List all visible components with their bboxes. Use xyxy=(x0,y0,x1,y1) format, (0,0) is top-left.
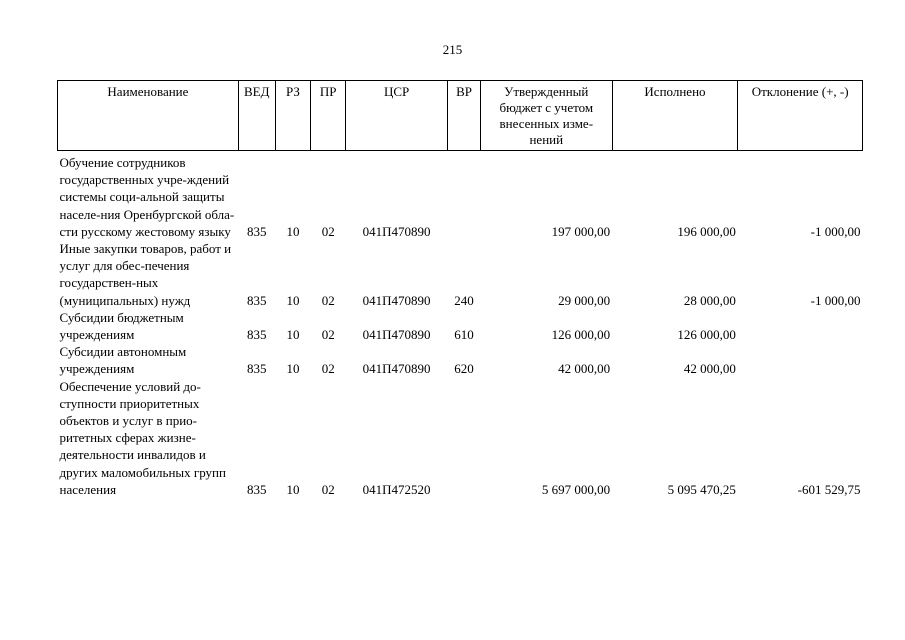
header-ved: ВЕД xyxy=(238,81,275,151)
row-deviation xyxy=(738,343,863,377)
header-name: Наименование xyxy=(58,81,239,151)
row-pr: 02 xyxy=(321,223,335,239)
row-rz: 10 xyxy=(286,292,300,308)
row-name: Иные закупки товаров, работ и услуг для обес-печения государствен-ных (муниципальных) нужд xyxy=(59,241,232,308)
row-pr: 02 xyxy=(321,481,335,497)
header-csr: ЦСР xyxy=(346,81,448,151)
row-vr: 240 xyxy=(454,292,474,308)
row-csr: 041П470890 xyxy=(362,292,431,308)
table-row xyxy=(58,240,863,309)
row-rz: 10 xyxy=(286,223,300,239)
row-vr xyxy=(448,378,481,498)
row-deviation: -1 000,00 xyxy=(810,292,861,308)
row-ved: 835 xyxy=(246,361,267,377)
row-ved: 835 xyxy=(246,223,267,239)
row-vr xyxy=(448,151,481,241)
row-executed: 196 000,00 xyxy=(677,223,736,239)
row-pr: 02 xyxy=(321,292,335,308)
row-ved: 835 xyxy=(246,481,267,497)
page-number: 215 xyxy=(442,42,463,57)
table-row xyxy=(58,151,863,241)
row-ved: 835 xyxy=(246,327,267,343)
row-approved: 42 000,00 xyxy=(558,361,611,377)
table-row xyxy=(58,343,863,377)
row-name: Обучение сотрудников государственных учре-ждений системы соци-альной защиты населе-ния Оренбургской обла-сти русскому жестовому языку xyxy=(59,155,235,239)
header-approved: Утвержденный бюджет с учетом внесенных изме-нений xyxy=(480,81,612,151)
row-rz: 10 xyxy=(286,361,300,377)
row-pr: 02 xyxy=(321,361,335,377)
table-header-row xyxy=(58,81,863,151)
row-ved: 835 xyxy=(246,292,267,308)
row-executed: 42 000,00 xyxy=(683,361,736,377)
table-row xyxy=(58,378,863,498)
row-rz: 10 xyxy=(286,481,300,497)
row-executed: 5 095 470,25 xyxy=(667,481,736,497)
row-executed: 126 000,00 xyxy=(677,327,736,343)
row-vr: 610 xyxy=(454,327,474,343)
row-name: Субсидии автономным учреждениям xyxy=(59,344,187,377)
row-pr: 02 xyxy=(321,327,335,343)
budget-execution-table xyxy=(57,80,863,498)
row-deviation: -601 529,75 xyxy=(797,481,861,497)
header-rz: РЗ xyxy=(275,81,311,151)
header-deviation: Отклонение (+, -) xyxy=(738,81,863,151)
row-rz: 10 xyxy=(286,327,300,343)
row-csr: 041П470890 xyxy=(362,223,431,239)
header-vr: ВР xyxy=(448,81,481,151)
row-approved: 29 000,00 xyxy=(558,292,611,308)
row-name: Обеспечение условий до-ступности приоритетных объектов и услуг в прио-ритетных сферах жизне-деятельности инвалидов и других маломобильных групп населения xyxy=(59,378,226,497)
header-executed: Исполнено xyxy=(612,81,738,151)
header-pr: ПР xyxy=(311,81,346,151)
row-csr: 041П472520 xyxy=(362,481,431,497)
row-deviation xyxy=(738,309,863,343)
table-row xyxy=(58,309,863,343)
row-executed: 28 000,00 xyxy=(683,292,736,308)
row-approved: 197 000,00 xyxy=(551,223,611,239)
row-vr: 620 xyxy=(454,361,474,377)
row-csr: 041П470890 xyxy=(362,361,431,377)
row-approved: 126 000,00 xyxy=(551,327,611,343)
row-csr: 041П470890 xyxy=(362,327,431,343)
row-deviation: -1 000,00 xyxy=(810,223,861,239)
row-name: Субсидии бюджетным учреждениям xyxy=(59,309,184,343)
row-approved: 5 697 000,00 xyxy=(541,481,611,497)
